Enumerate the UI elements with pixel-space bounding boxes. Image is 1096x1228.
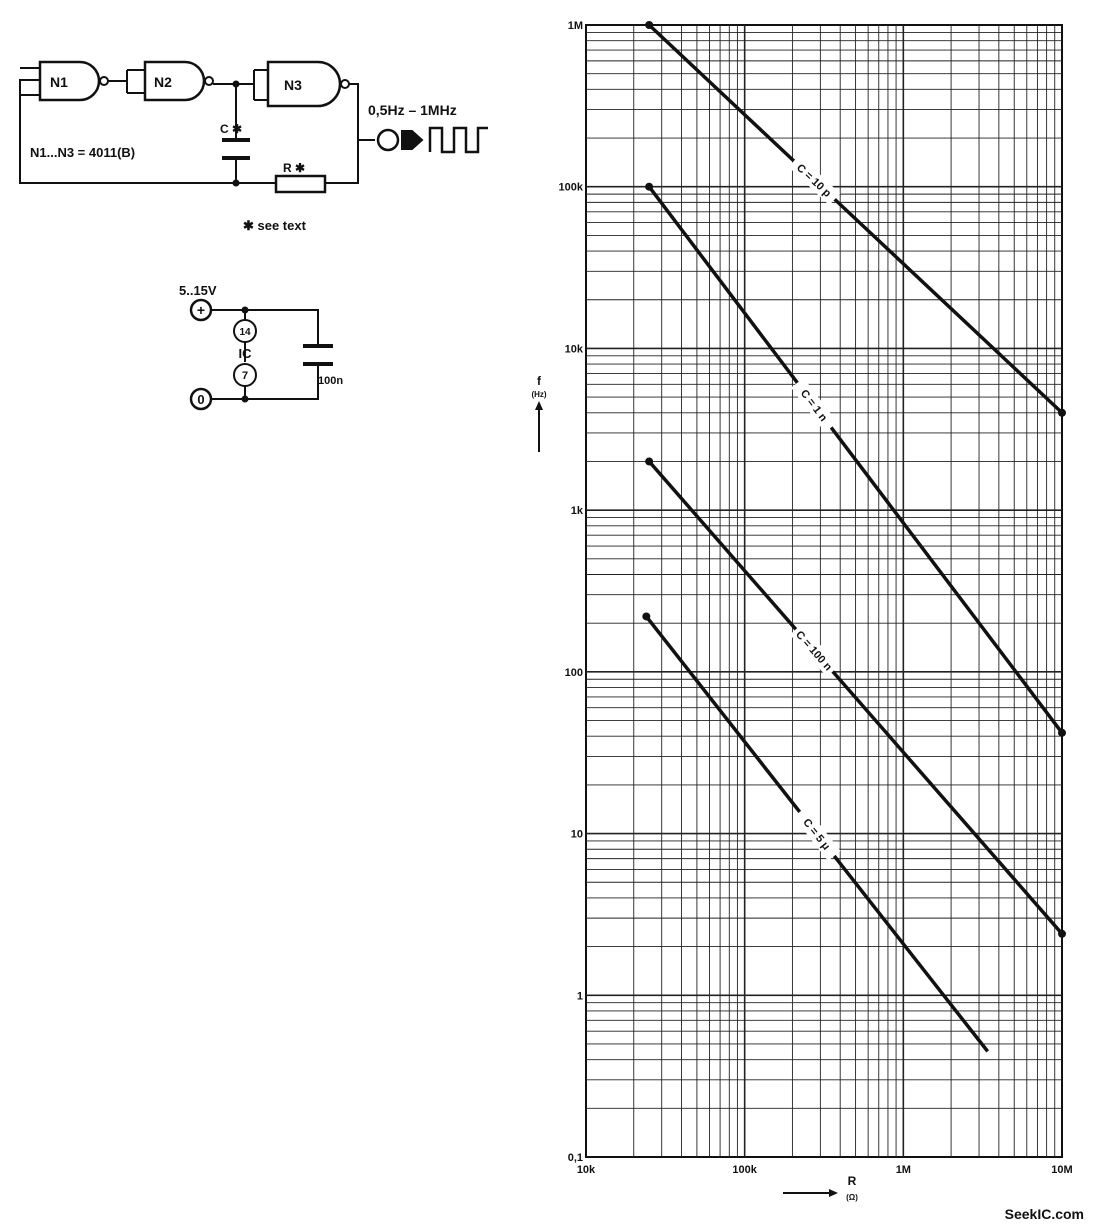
gate-n2-label: N2 xyxy=(154,74,172,90)
decoupling-capacitor-symbol xyxy=(303,346,333,364)
series-endpoint xyxy=(645,21,653,29)
junction-dot xyxy=(243,308,248,313)
curve-labels xyxy=(788,155,840,861)
output-wire xyxy=(325,84,358,183)
supply-voltage-label: 5..15V xyxy=(179,283,217,298)
series-endpoint xyxy=(1058,409,1066,417)
schematic-labels xyxy=(30,74,457,233)
y-axis-label: f xyxy=(537,374,541,388)
see-text-footnote: ✱ see text xyxy=(243,218,306,233)
y-tick-label: 1k xyxy=(570,505,583,518)
junction-dot xyxy=(234,82,239,87)
gate-n3 xyxy=(268,62,340,106)
y-tick-label: 1 xyxy=(576,990,583,1003)
gate-n3-label: N3 xyxy=(284,77,302,93)
y-tick-label: 0,1 xyxy=(567,1152,583,1164)
ground-sign: 0 xyxy=(197,392,205,407)
plus-sign: + xyxy=(196,302,206,318)
y-axis-arrowhead-icon xyxy=(535,401,543,410)
x-tick-label: 100k xyxy=(732,1164,757,1176)
capacitor-label: C ✱ xyxy=(220,122,243,136)
supply-rail-wire xyxy=(211,310,318,399)
series-endpoint xyxy=(1058,729,1066,737)
resistor-label: R ✱ xyxy=(283,161,306,175)
y-axis-unit: (Hz) xyxy=(531,390,547,399)
decoupling-value-label: 100n xyxy=(318,375,344,387)
curve-label: C = 10 p xyxy=(794,161,834,200)
timing-capacitor-symbol xyxy=(222,140,250,158)
x-axis-label: R xyxy=(847,1174,857,1188)
frequency-range-label: 0,5Hz – 1MHz xyxy=(368,102,457,118)
n1-input-wire xyxy=(20,68,40,95)
series-endpoint xyxy=(642,612,650,620)
y-tick-label: 10 xyxy=(570,828,583,841)
pin-7-label: 7 xyxy=(241,370,249,382)
square-wave-icon xyxy=(430,128,488,152)
oscillator-schematic xyxy=(20,62,488,192)
ic-label: IC xyxy=(238,346,252,361)
gate-n2-bubble xyxy=(205,77,213,85)
gate-n3-bubble xyxy=(341,80,349,88)
series-endpoint xyxy=(1058,930,1066,938)
series-lines xyxy=(642,21,1066,1051)
x-axis-unit: (Ω) xyxy=(846,1193,858,1202)
x-axis-arrowhead-icon xyxy=(829,1189,838,1197)
ic-note: N1...N3 = 4011(B) xyxy=(30,145,136,160)
gate-n1 xyxy=(40,62,99,100)
n2-input-wire xyxy=(127,70,145,93)
timing-resistor-symbol xyxy=(276,176,325,192)
feedback-wire xyxy=(20,80,236,183)
n3-input-wire xyxy=(254,70,268,100)
frequency-chart xyxy=(531,20,1072,1202)
y-tick-label: 100k xyxy=(558,181,583,194)
pin-14-label: 14 xyxy=(239,327,251,338)
series-endpoint xyxy=(645,183,653,191)
y-tick-label: 10k xyxy=(564,343,583,356)
x-tick-label: 10M xyxy=(1051,1164,1073,1176)
y-tick-label: 100 xyxy=(564,666,583,679)
output-arrow-icon xyxy=(402,131,422,149)
curve-label: C = 100 n xyxy=(793,628,835,674)
x-tick-label: 10k xyxy=(576,1164,596,1176)
x-tick-label: 1M xyxy=(895,1164,911,1176)
series-endpoint xyxy=(645,457,653,465)
curve-label: C = 1 n xyxy=(797,387,830,424)
output-terminal xyxy=(378,130,398,150)
gate-n1-bubble xyxy=(100,77,108,85)
watermark: SeekIC.com xyxy=(1004,1206,1084,1222)
curve-label: C = 5 μ xyxy=(800,816,833,853)
supply-schematic xyxy=(191,300,333,409)
y-tick-label: 1M xyxy=(567,20,583,32)
gate-n1-label: N1 xyxy=(50,74,68,90)
junction-dot xyxy=(243,397,248,402)
